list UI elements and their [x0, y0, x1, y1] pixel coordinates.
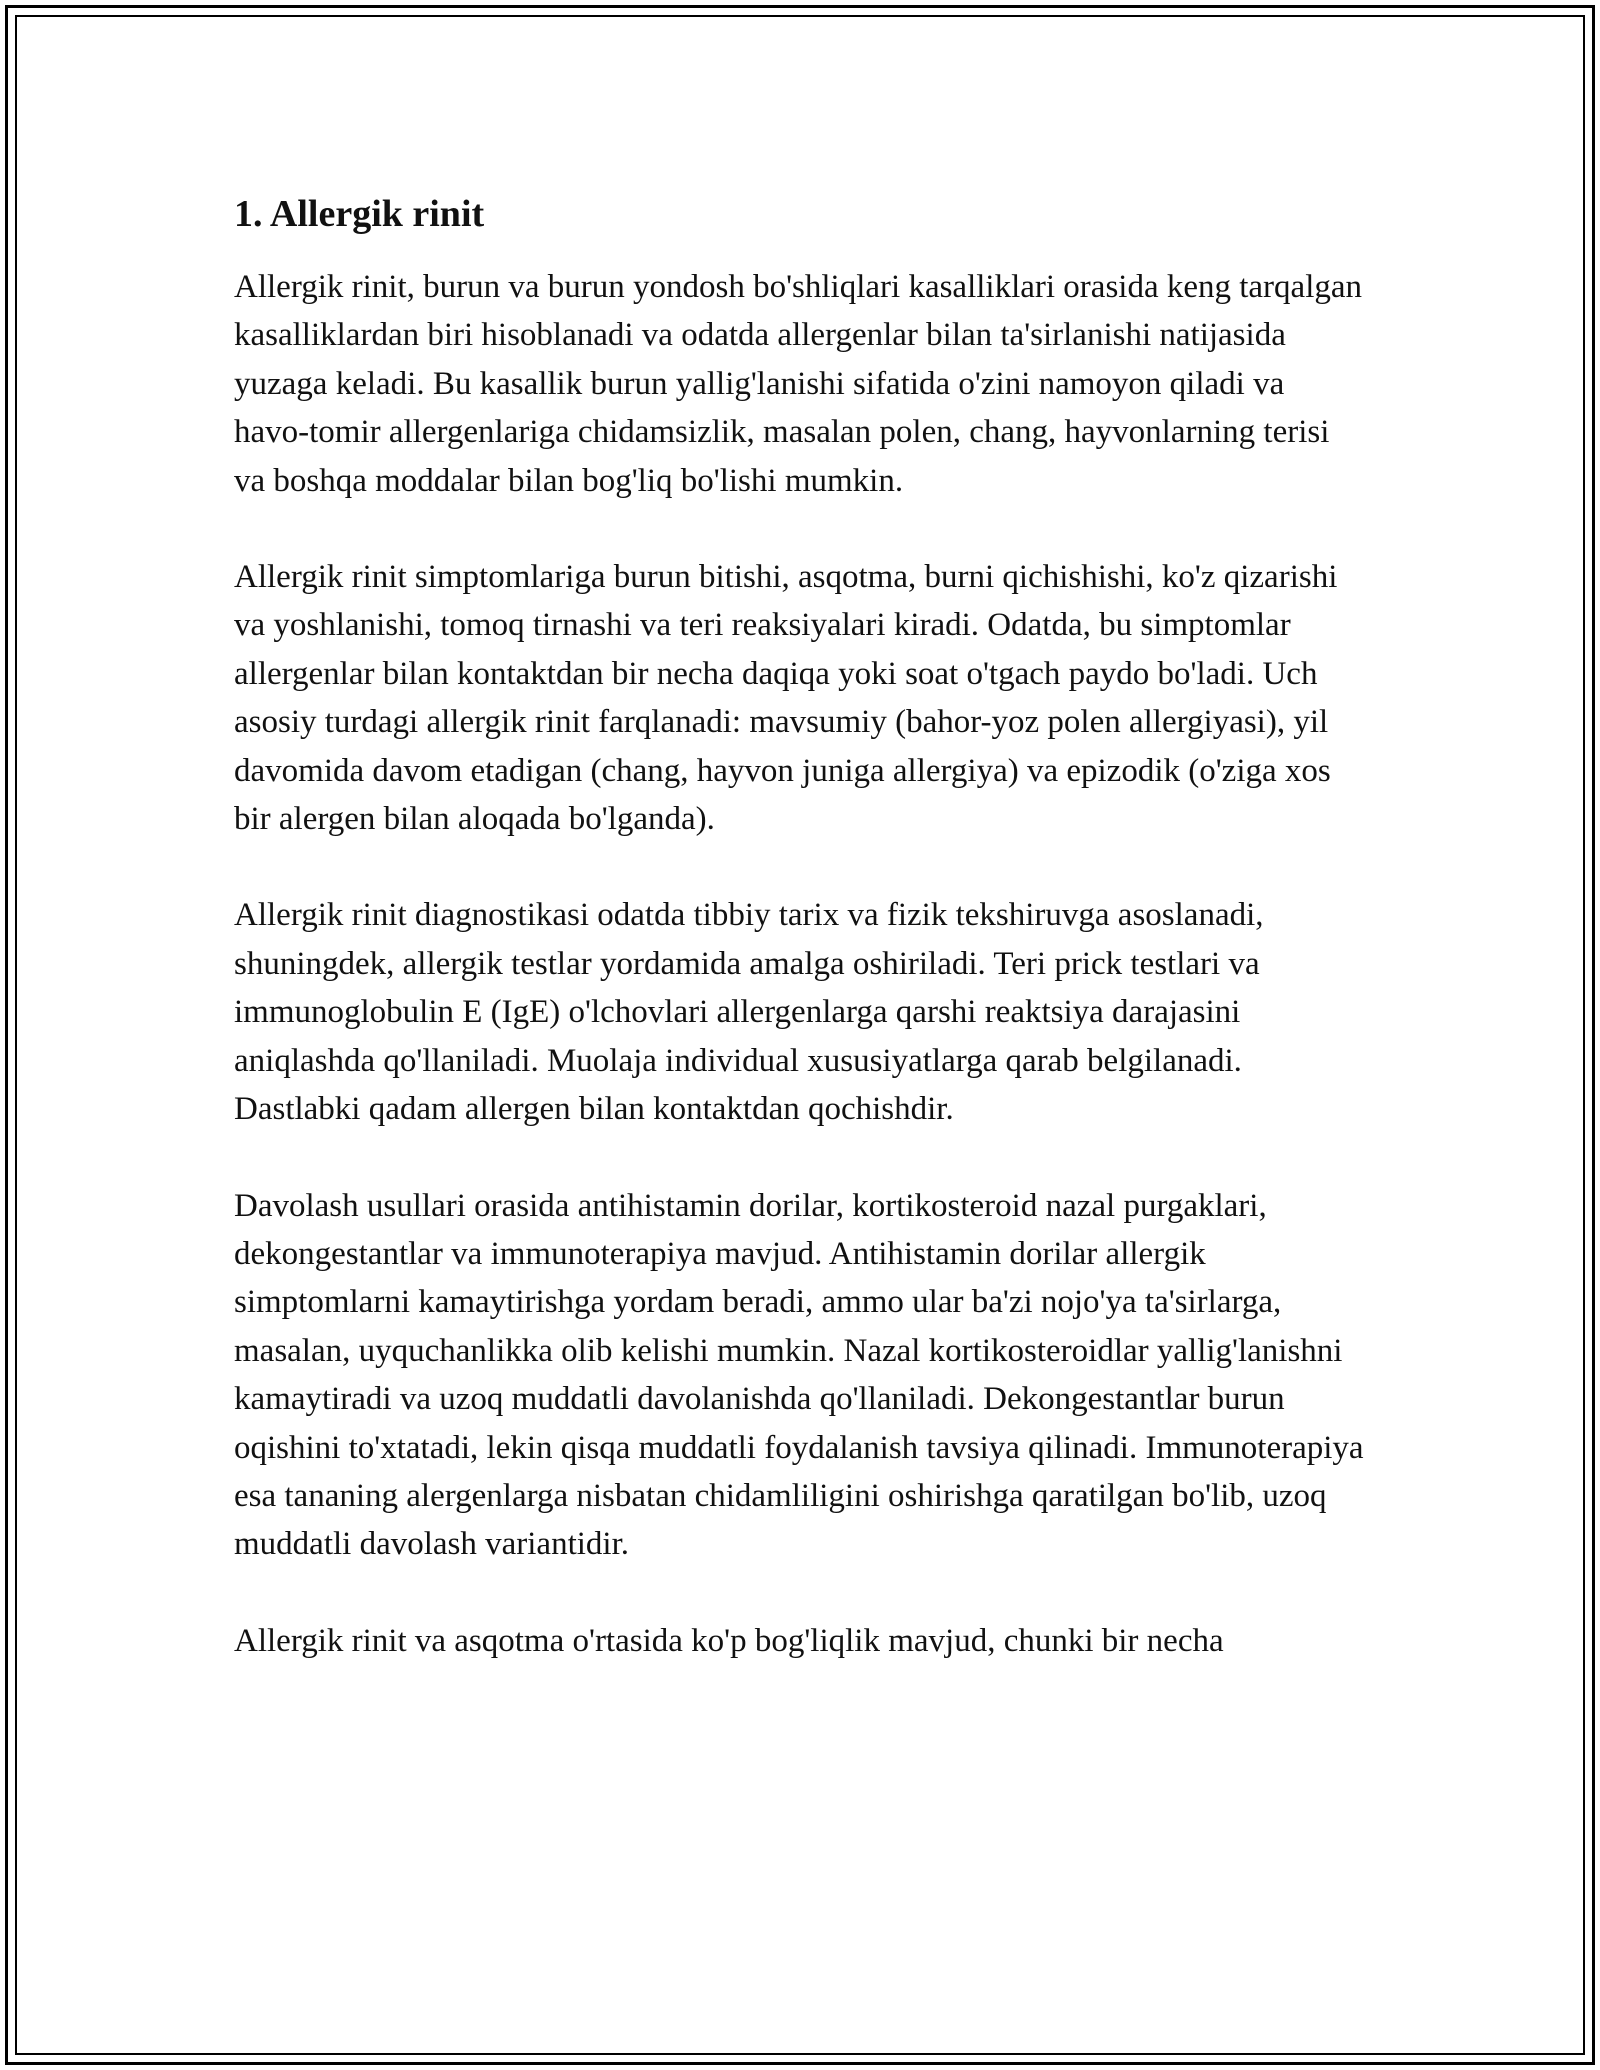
paragraph-intro: Allergik rinit, burun va burun yondosh bo'shliqlari kasalliklari orasida keng tarqalgan kasalliklardan biri hisoblanadi va odatda allergenlar bilan ta'sirlanishi natijasida yuzaga keladi. Bu kasallik burun yallig'lanishi sifatida o'zini namoyon qiladi va havo-tomir allergenlariga chidamsizlik, masalan polen, chang, hayvonlarning terisi va boshqa moddalar bilan bog'liq bo'lishi mumkin. — [234, 269, 1363, 499]
paragraph-symptoms: Allergik rinit simptomlariga burun bitishi, asqotma, burni qichishishi, ko'z qizarishi va yoshlanishi, tomoq tirnashi va teri reaksiyalari kiradi. Odatda, bu simptomlar allergenlar bilan kontaktdan bir necha daqiqa yoki soat o'tgach paydo bo'ladi. Uch asosiy turdagi allergik rinit farqlanadi: mavsumiy (bahor-yoz polen allergiyasi), yil davomida davom etadigan (chang, hayvon juniga allergiya) va epizodik (o'ziga xos bir alergen bilan aloqada bo'lganda). — [234, 559, 1338, 838]
paragraph-treatment: Davolash usullari orasida antihistamin dorilar, kortikosteroid nazal purgaklari, dekongestantlar va immunoterapiya mavjud. Antihistamin dorilar allergik simptomlarni kamaytirishga yordam beradi, ammo ular ba'zi nojo'ya ta'sirlarga, masalan, uyquchanlikka olib kelishi mumkin. Nazal kortikosteroidlar yallig'lanishni kamaytiradi va uzoq muddatli davolanishda qo'llaniladi. Dekongestantlar burun oqishini to'xtatadi, lekin qisqa muddatli foydalanish tavsiya qilinadi. Immunoterapiya esa tananing alergenlarga nisbatan chidamliligini oshirishga qaratilgan bo'lib, uzoq muddatli davolash variantidir. — [234, 1187, 1364, 1563]
paragraph-asthma-link: Allergik rinit va asqotma o'rtasida ko'p bog'liqlik mavjud, chunki bir necha — [234, 1622, 1224, 1659]
section-heading: 1. Allergik rinit — [234, 193, 485, 235]
document-body — [234, 185, 1364, 1713]
paragraph-diagnostics: Allergik rinit diagnostikasi odatda tibbiy tarix va fizik tekshiruvga asoslanadi, shuningdek, allergik testlar yordamida amalga oshiriladi. Teri prick testlari va immunoglobulin E (IgE) o'lchovlari allergenlarga qarshi reaktsiya darajasini aniqlashda qo'llaniladi. Muolaja individual xususiyatlarga qarab belgilanadi. Dastlabki qadam allergen bilan kontaktdan qochishdir. — [234, 897, 1264, 1128]
